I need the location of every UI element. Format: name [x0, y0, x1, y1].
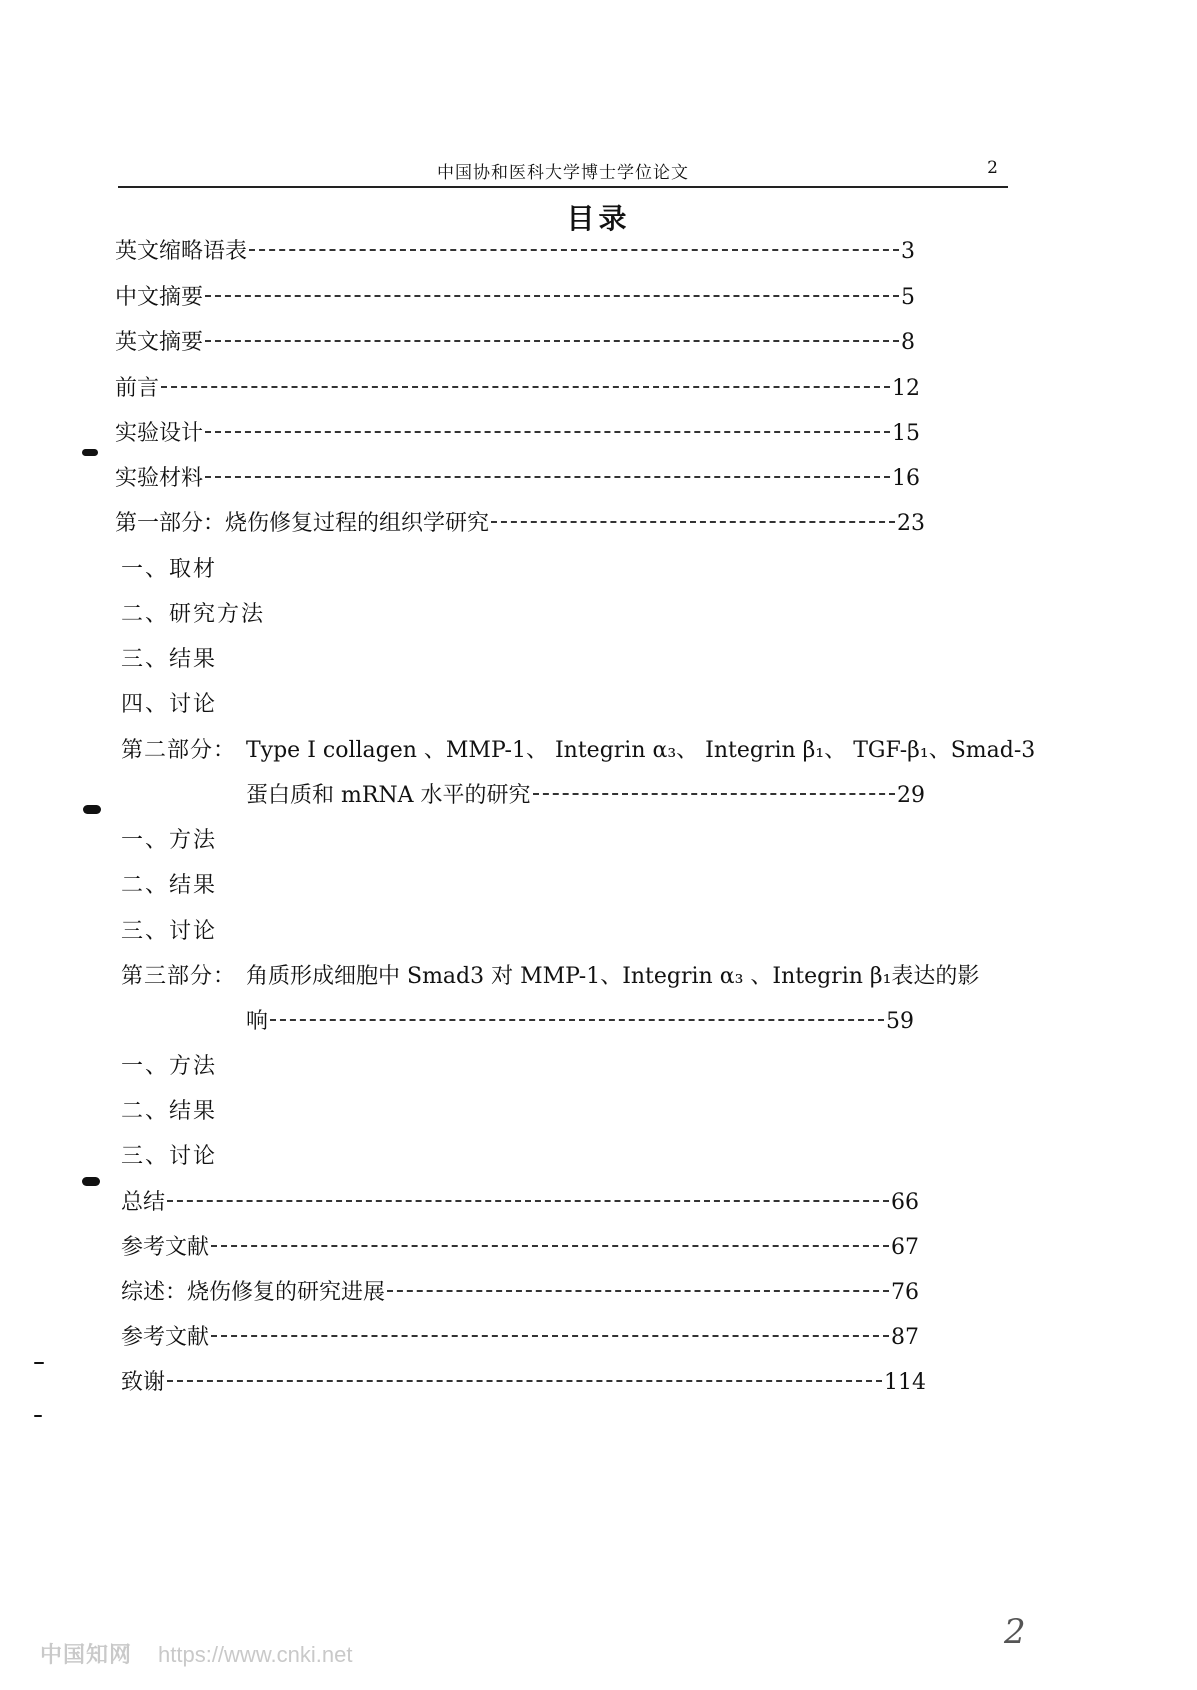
toc-entry-page: 23 — [897, 511, 925, 536]
toc-entry-page: 15 — [892, 421, 920, 446]
toc-entry-label: 实验材料 — [115, 466, 204, 491]
watermark-footer — [40, 1638, 352, 1669]
scan-artifact — [82, 449, 98, 456]
dot-leader — [167, 1380, 882, 1382]
toc-entry-page: 67 — [891, 1235, 919, 1260]
dot-leader — [533, 793, 895, 795]
toc-entry-label: 参考文献 — [121, 1325, 210, 1350]
toc-entry[interactable] — [121, 1323, 919, 1353]
toc-entry-page: 29 — [897, 783, 925, 808]
toc-entry-page: 3 — [901, 239, 915, 264]
toc-entry[interactable] — [115, 374, 920, 404]
toc-entry[interactable] — [115, 283, 915, 313]
toc-entry-label: 参考文献 — [121, 1235, 210, 1260]
toc-entry-label: 综述：烧伤修复的研究进展 — [121, 1280, 386, 1305]
cnki-logo: 中国知网 — [40, 1642, 133, 1667]
toc-entry-label: 实验设计 — [115, 421, 204, 446]
dot-leader — [249, 249, 899, 251]
toc-entry-label: 中文摘要 — [115, 285, 204, 310]
dot-leader — [211, 1245, 889, 1247]
toc-entry-page: 16 — [892, 466, 920, 491]
toc-entry[interactable] — [115, 419, 920, 449]
scan-artifact — [83, 805, 101, 814]
scan-artifact — [82, 1177, 100, 1186]
running-header — [118, 152, 1008, 188]
handwritten-page-mark: 2 — [1004, 1612, 1026, 1652]
toc-entry[interactable] — [115, 464, 920, 494]
toc-entry[interactable] — [115, 509, 925, 539]
toc-entry-page: 87 — [891, 1325, 919, 1350]
toc-subsection[interactable]: 二、结果 — [121, 873, 218, 898]
toc-subsection[interactable]: 三、讨论 — [121, 1144, 218, 1169]
part3-title-line2: 响 — [246, 1009, 269, 1034]
toc-entry-label: 前言 — [115, 376, 160, 401]
dot-leader — [161, 386, 890, 388]
toc-entry[interactable] — [121, 1368, 926, 1398]
toc-entry-label: 总结 — [121, 1190, 166, 1215]
part3-title-line1: 角质形成细胞中 Smad3 对 MMP-1、Integrin α₃ 、Integrin β₁表达的影 — [246, 964, 980, 989]
toc-entry[interactable] — [121, 1188, 919, 1218]
toc-part3-line2[interactable] — [246, 1007, 914, 1037]
toc-subsection[interactable]: 三、讨论 — [121, 919, 218, 944]
dot-leader — [167, 1200, 889, 1202]
cnki-url[interactable]: https://www.cnki.net — [158, 1642, 353, 1667]
toc-entry[interactable] — [121, 1233, 919, 1263]
part2-title-line1: Type I collagen 、MMP-1、 Integrin α₃、 Integrin β₁、 TGF-β₁、Smad-3 — [246, 738, 1036, 763]
toc-entry-page: 114 — [884, 1370, 926, 1395]
toc-entry-page: 59 — [886, 1009, 914, 1034]
toc-entry-page: 8 — [901, 330, 915, 355]
toc-subsection[interactable]: 二、结果 — [121, 1099, 218, 1124]
part2-prefix: 第二部分： — [121, 738, 237, 763]
toc-entry-label: 英文摘要 — [115, 330, 204, 355]
toc-entry-label: 英文缩略语表 — [115, 239, 248, 264]
dot-leader — [205, 295, 899, 297]
toc-entry-label: 第一部分：烧伤修复过程的组织学研究 — [115, 511, 490, 536]
header-title: 中国协和医科大学博士学位论文 — [437, 163, 689, 183]
part2-title-line2: 蛋白质和 mRNA 水平的研究 — [246, 783, 531, 808]
toc-subsection[interactable]: 二、研究方法 — [121, 602, 266, 627]
scan-artifact — [34, 1415, 42, 1417]
toc-title: 目录 — [566, 202, 631, 235]
toc-entry[interactable] — [115, 237, 915, 267]
dot-leader — [387, 1290, 889, 1292]
toc-subsection[interactable]: 一、方法 — [121, 828, 218, 853]
toc-subsection[interactable]: 一、方法 — [121, 1054, 218, 1079]
toc-subsection[interactable]: 四、讨论 — [121, 692, 218, 717]
toc-entry[interactable] — [121, 1278, 919, 1308]
toc-subsection[interactable]: 三、结果 — [121, 647, 218, 672]
part3-prefix: 第三部分： — [121, 964, 237, 989]
dot-leader — [491, 521, 895, 523]
toc-entry-page: 66 — [891, 1190, 919, 1215]
toc-entry-page: 76 — [891, 1280, 919, 1305]
scan-artifact — [34, 1362, 44, 1364]
toc-part3-line1[interactable] — [121, 962, 979, 992]
toc-entry[interactable] — [115, 328, 915, 358]
dot-leader — [205, 340, 899, 342]
toc-part2-line1[interactable] — [121, 736, 1035, 766]
dot-leader — [205, 476, 890, 478]
toc-entry-label: 致谢 — [121, 1370, 166, 1395]
dot-leader — [270, 1019, 884, 1021]
dot-leader — [205, 431, 890, 433]
toc-subsection[interactable]: 一、取材 — [121, 557, 218, 582]
toc-entry-page: 5 — [901, 285, 915, 310]
toc-part2-line2[interactable] — [246, 781, 925, 811]
toc-entry-page: 12 — [892, 376, 920, 401]
header-page-number: 2 — [987, 158, 998, 178]
dot-leader — [211, 1335, 889, 1337]
